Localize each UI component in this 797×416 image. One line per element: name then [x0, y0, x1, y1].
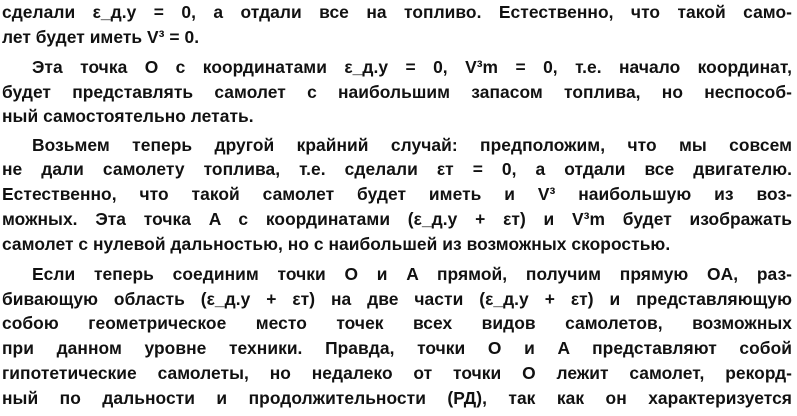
document-page	[2, 0, 792, 416]
text-line-9: можных. Эта точка A с координатами (ε_д.у + εт) и V³m будет изображать	[2, 209, 792, 229]
text-line-14: при данном уровне техники. Правда, точки O и A представляют собой	[2, 338, 792, 358]
text-line-8: Естественно, что такой самолет будет иметь и V³ наибольшую из воз-	[2, 184, 792, 204]
text-line-3: Эта точка O с координатами ε_д.у = 0, V³m = 0, т.е. начало координат,	[32, 57, 792, 77]
text-line-15: гипотетические самолеты, но недалеко от точки O лежит самолет, рекорд-	[2, 363, 792, 383]
text-line-7: не дали самолету топлива, т.е. сделали εт = 0, а отдали все двигателю.	[2, 159, 792, 179]
text-line-6: Возьмем теперь другой крайний случай: предположим, что мы совсем	[32, 135, 792, 155]
text-line-4: будет представлять самолет с наибольшим запасом топлива, но неспособ-	[2, 82, 792, 102]
text-line-11: Если теперь соединим точки O и A прямой, получим прямую OA, раз-	[32, 264, 792, 284]
text-line-16: ный по дальности и продолжительности (РД), так как он характеризуется	[2, 388, 792, 408]
text-line-13: собою геометрическое место точек всех видов самолетов, возможных	[2, 313, 792, 333]
text-line-1: сделали ε_д.у = 0, а отдали все на топливо. Естественно, что такой само-	[2, 2, 792, 22]
text-line-10: самолет с нулевой дальностью, но с наибольшей из возможных скоростью.	[2, 234, 671, 254]
text-line-5: ный самостоятельно летать.	[2, 106, 254, 126]
text-line-12: бивающую область (ε_д.у + εт) на две части (ε_д.у + εт) и представляющую	[2, 289, 792, 309]
text-line-2: лет будет иметь V³ = 0.	[2, 27, 200, 47]
